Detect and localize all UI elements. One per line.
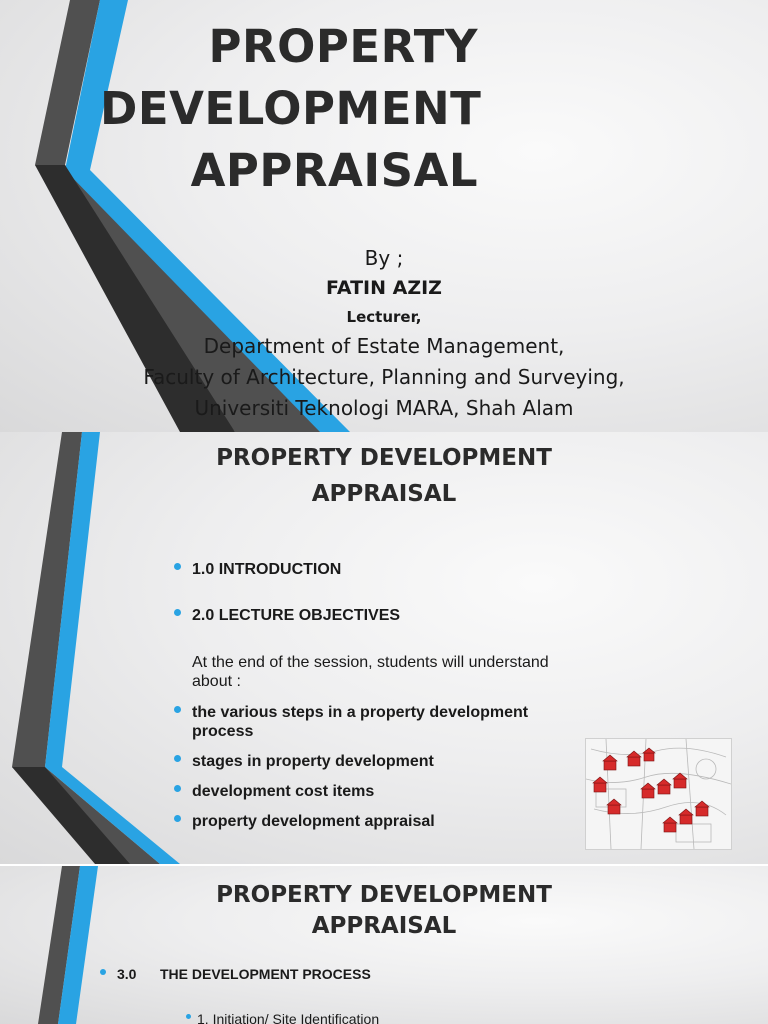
slide-heading: PROPERTY DEVELOPMENT APPRAISAL [216,882,552,939]
author-prefix: By ; [364,246,404,270]
objectives-statement: At the end of the session, students will understand about : [192,654,549,690]
author-department: Department of Estate Management, [203,334,565,358]
slide-process: PROPERTY DEVELOPMENT APPRAISAL 3.0 THE DEVELOPMENT PROCESS 1. Initiation/ Site Identification [0,866,768,1024]
bullet-icon [174,706,181,713]
bullet-icon [100,969,106,975]
slide-title-heading: PROPERTY DEVELOPMENT APPRAISAL [100,20,482,197]
bullet-icon [174,609,181,616]
bullet-icon [174,815,181,822]
house-models-on-site-plan-icon [585,738,732,850]
slide-heading: PROPERTY DEVELOPMENT APPRAISAL [216,445,552,507]
bullet-icon [186,1014,191,1019]
author-university: Universiti Teknologi MARA, Shah Alam [194,396,574,420]
slide-title [0,0,768,432]
bullet-icon [174,563,181,570]
bullet-icon [174,755,181,762]
author-name: FATIN AZIZ [326,277,442,299]
author-faculty: Faculty of Architecture, Planning and Surveying, [143,365,625,389]
slide-objectives: PROPERTY DEVELOPMENT APPRAISAL 1.0 INTRODUCTION 2.0 LECTURE OBJECTIVES At the end of the session, students will understand about : the various steps in a property development process stages in property development development cost items property development appraisal [0,432,768,864]
author-role: Lecturer, [346,308,422,326]
bullet-icon [174,785,181,792]
